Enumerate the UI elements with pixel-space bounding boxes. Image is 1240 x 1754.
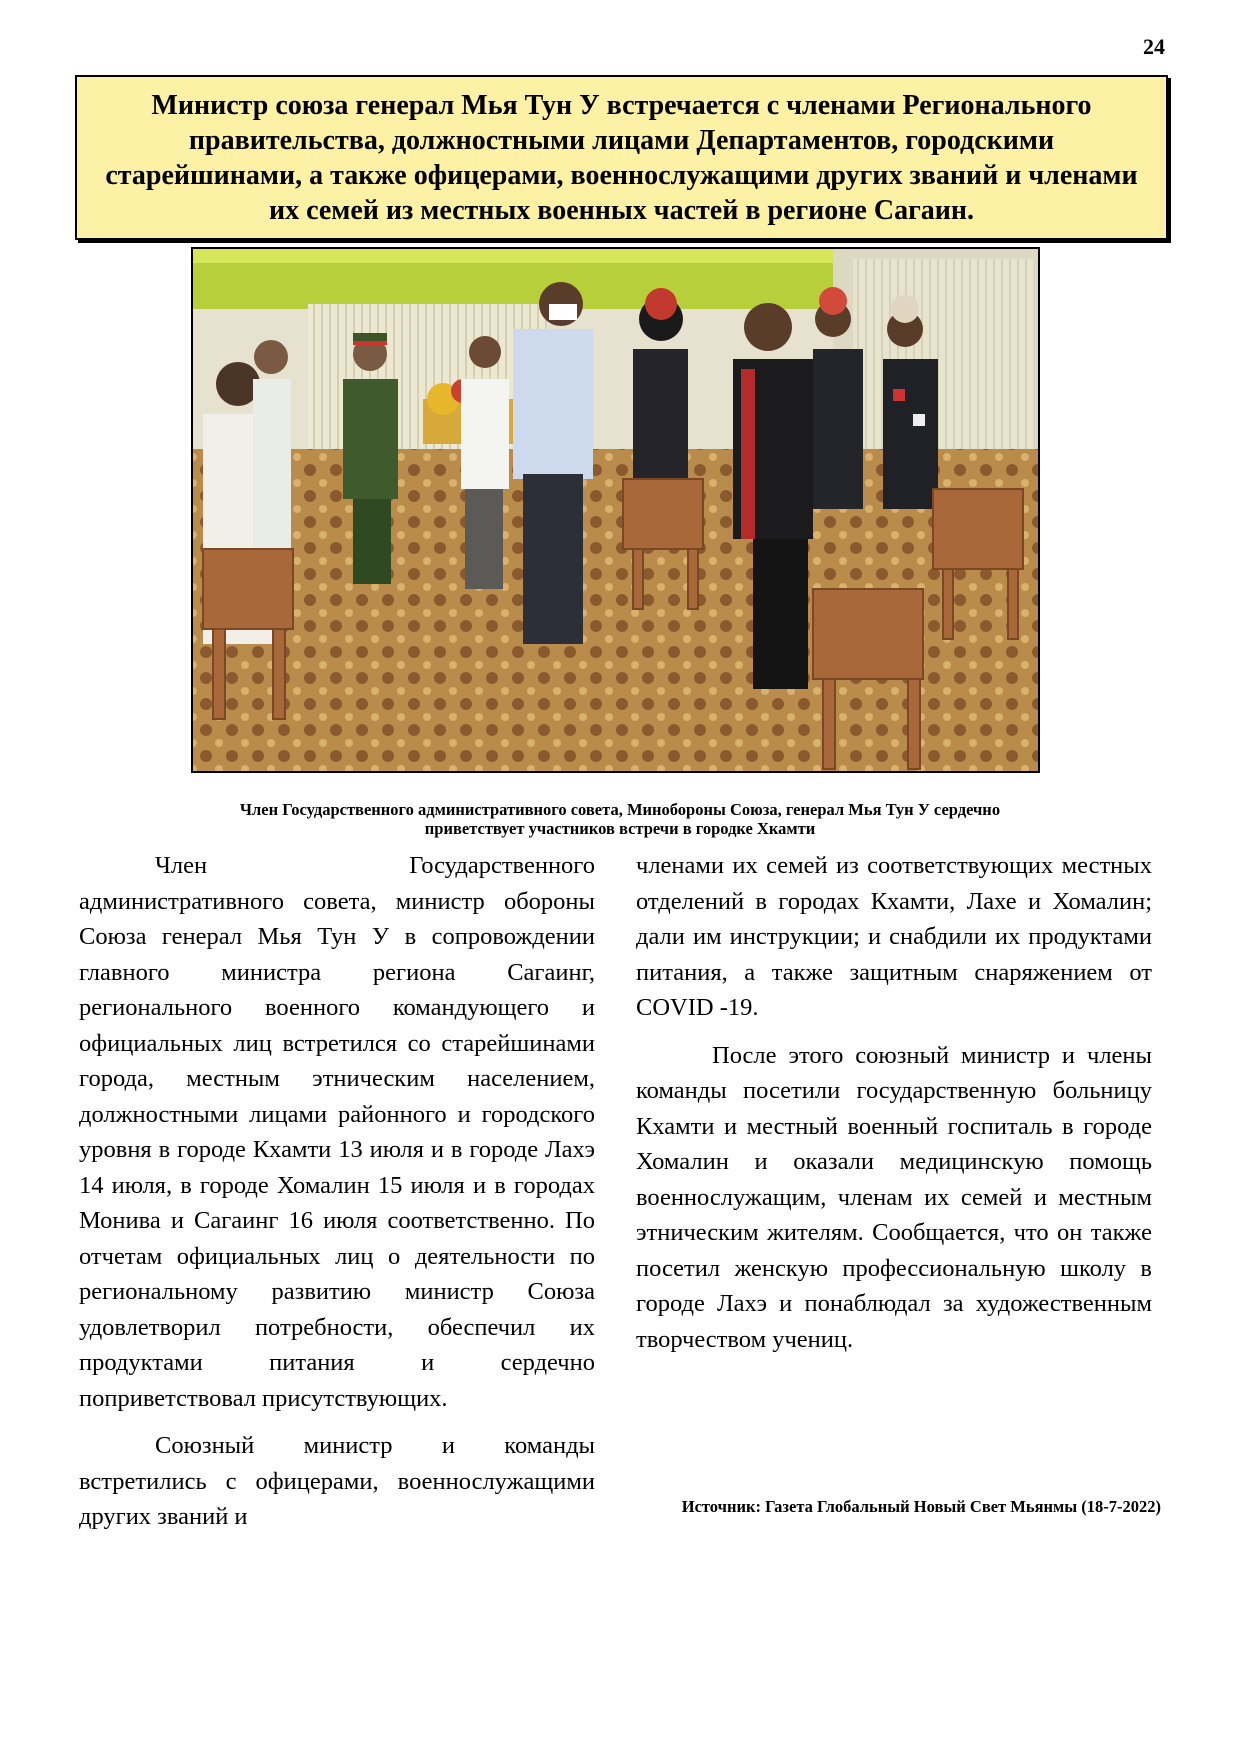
headline-box [75,75,1168,240]
paragraph-right-2: После этого союзный министр и члены команды посетили государственную больницу Кхамти и местный военный госпиталь в городе Хомалин и оказали медицинскую помощь военнослужащим, членам их семей и местным этническим жителям. Сообщается, что он также посетил женскую профессиональную школу в городе Лахэ и понаблюдал за художественным творчеством учениц. [636,1041,1152,1353]
source-credit: Источник: Газета Глобальный Новый Свет Мьянмы (18-7-2022) [681,1497,1161,1516]
paragraph-left-2: Союзный министр и команды встретились с офицерами, военнослужащими других званий и [79,1432,595,1530]
photo-caption [110,800,1130,838]
page-number: 24 [1143,34,1165,59]
caption-line-1: Член Государственного административного совета, Минобороны Союза, генерал Мья Тун У сердечно [239,800,1001,819]
headline: Министр союза генерал Мья Тун У встречается с членами Регионального правительства, должностными лицами Департаментов, городскими старейшинами, а также офицерами, военнослужащими других званий и членами их семей из местных военных частей в регионе Сагаин. [105,89,1138,226]
paragraph-right-1: членами их семей из соответствующих местных отделений в городах Кхамти, Лахе и Хомалин; дали им инструкции; и снабдили их продуктами питания, а также защитным снаряжением от COVID -19. [636,852,1152,1021]
meeting-photo-illustration [193,249,1038,771]
meeting-photo [191,247,1040,773]
text-column-left [79,848,595,1535]
text-column-right [636,848,1152,1357]
caption-line-2: приветствует участников встречи в городке Хкамти [424,819,816,838]
paragraph-left-1: Член Государственного административного совета, министр обороны Союза генерал Мья Тун У в сопровождении главного министра региона Сагаинг, регионального военного командующего и официальных лиц встретился со старейшинами города, местным этническим населением, должностными лицами районного и городского уровня в городе Кхамти 13 июля и в городе Лахэ 14 июля, в городе Хомалин 15 июля и в городах Монива и Сагаинг 16 июля соответственно. По отчетам официальных лиц о деятельности по региональному развитию министр Союза удовлетворил потребности, обеспечил их продуктами питания и сердечно поприветствовал присутствующих. [79,852,595,1412]
